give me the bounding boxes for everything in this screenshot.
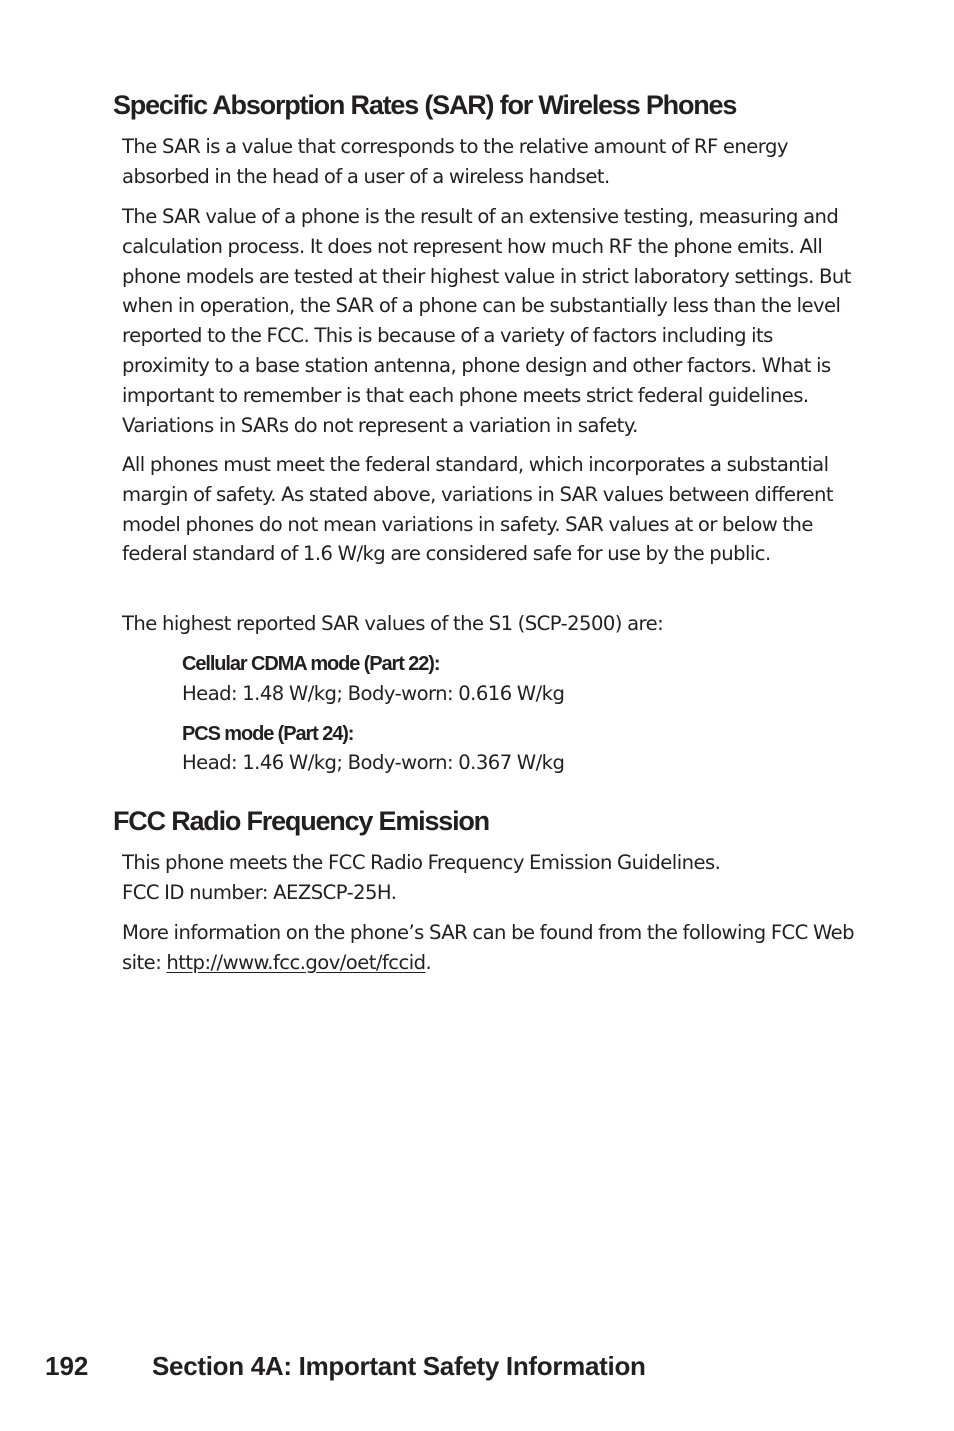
fcc-id-line: FCC ID number: AEZSCP-25H. — [122, 880, 397, 904]
fcc-heading: FCC Radio Frequency Emission — [113, 806, 489, 836]
sar-paragraph-2: The SAR value of a phone is the result of an extensive testing, measuring and calculation process. It does not represent how much RF the phone emits. All phone models are tested at their highest value in strict laboratory settings. But when in operation, the SAR of a phone can be substantially less than the level reported to the FCC. This is because of a variety of factors including its proximity to a base station antenna, phone design and other factors. What is important to remember is that each phone meets strict federal guidelines. Variations in SARs do not represent a variation in safety. — [122, 205, 851, 437]
sar-paragraph-1: The SAR is a value that corresponds to the relative amount of RF energy absorbed in the head of a user of a wireless handset. — [122, 135, 788, 188]
fcc-more-info — [122, 918, 862, 978]
fcc-guidelines — [122, 848, 862, 908]
section-title: Section 4A: Important Safety Information — [152, 1351, 646, 1381]
fcc-guidelines-line: This phone meets the FCC Radio Frequency Emission Guidelines. — [122, 851, 721, 874]
sar-paragraph-3: All phones must meet the federal standard, which incorporates a substantial margin of safety. As stated above, variations in SAR values between different model phones do not mean variations in safety. SAR values at or below the federal standard of 1.6 W/kg are considered safe for use by the public. — [122, 453, 834, 566]
fcc-more-info-period: . — [425, 950, 432, 974]
sar-paragraph-4: The highest reported SAR values of the S1 (SCP-2500) are: — [122, 612, 664, 635]
fcc-website-link[interactable]: http://www.fcc.gov/oet/fccid — [166, 950, 426, 974]
fcc-more-info-text: More information on the phone’s SAR can be found from the following FCC Web site: — [122, 921, 855, 974]
cdma-mode-values: Head: 1.48 W/kg; Body-worn: 0.616 W/kg — [182, 682, 565, 705]
sar-heading: Specific Absorption Rates (SAR) for Wireless Phones — [113, 90, 737, 120]
cdma-mode-label: Cellular CDMA mode (Part 22): — [182, 653, 440, 675]
pcs-mode-label: PCS mode (Part 24): — [182, 723, 354, 745]
page-number: 192 — [45, 1351, 89, 1381]
pcs-mode-values: Head: 1.46 W/kg; Body-worn: 0.367 W/kg — [182, 751, 565, 774]
